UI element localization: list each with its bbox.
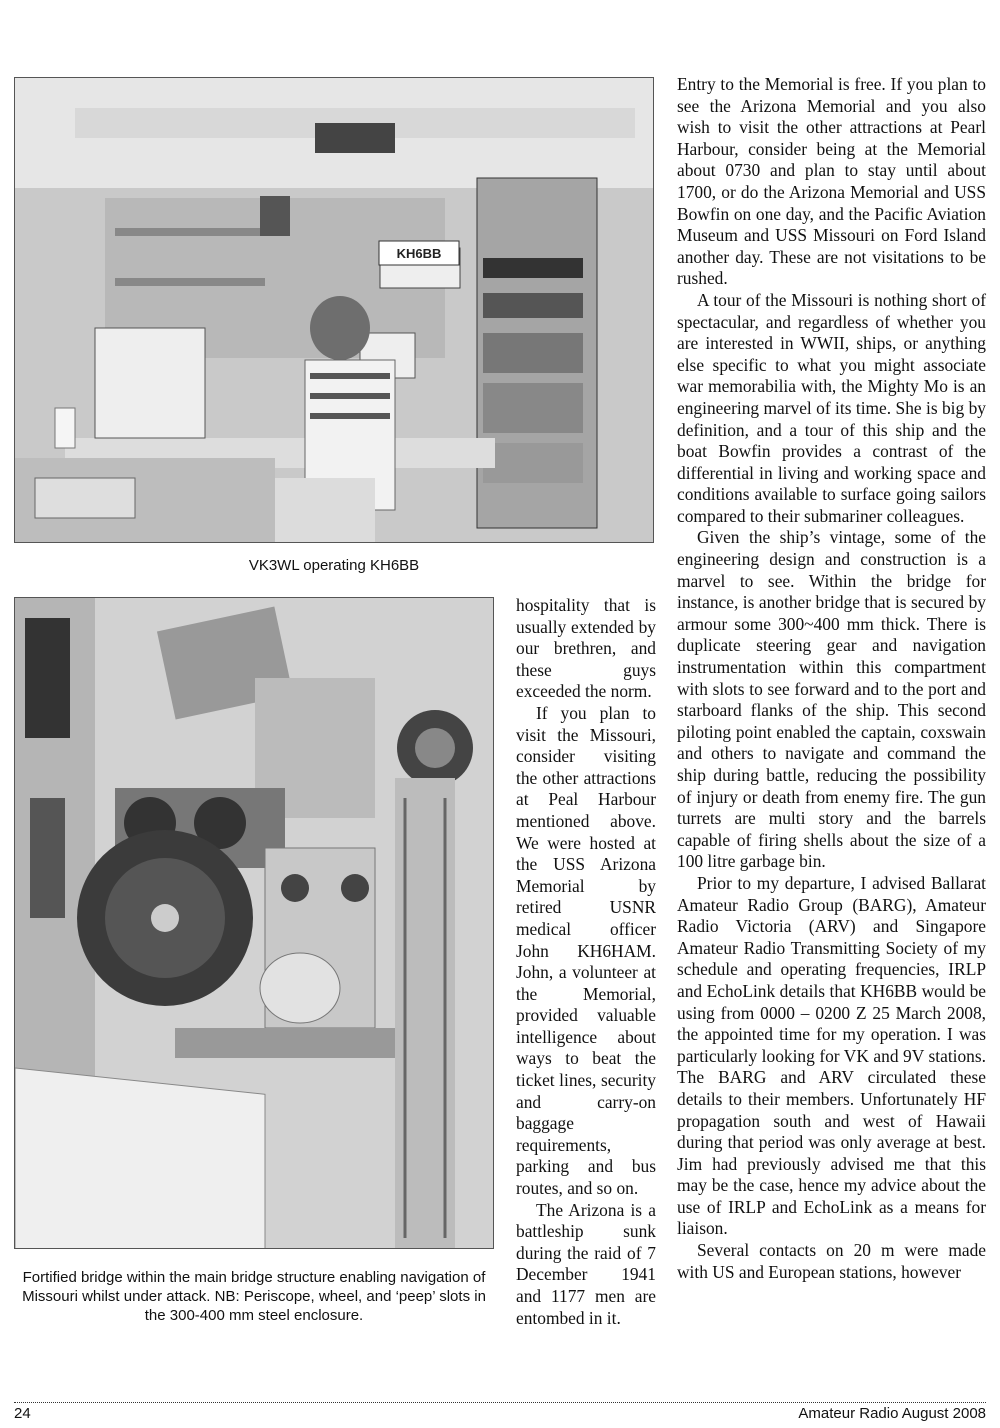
right-paragraph-1: Entry to the Memorial is free. If you plan to see the Arizona Memorial and you also wish to visit the other attractions at Pearl Harbour, consider being at the Memorial about 0730 and plan to stay until about 1700, or do the Arizona Memorial and USS Bowfin on one day, and the Pacific Aviation Museum and USS Missouri on Ford Island another day. These are not visitations to be rushed. (677, 74, 986, 289)
middle-paragraph-3: The Arizona is a battleship sunk during the raid of 7 December 1941 and 1177 men are entombed in it. (516, 1199, 656, 1328)
right-paragraph-2: A tour of the Missouri is nothing short of spectacular, and regardless of whether you are interested in WWII, ships, or anything else specific to what you might associate war memorabilia with, the Mighty Mo is an engineering marvel of its time. She is big by definition, and a tour of this ship and the boat Bowfin provides a contrast of the differential in living and working space and conditions available to surface going sailors compared to their submariner colleagues. (677, 289, 986, 526)
photo-radio-room (14, 77, 654, 543)
right-paragraph-4: Prior to my departure, I advised Ballarat Amateur Radio Group (BARG), Amateur Radio Victoria (ARV) and Singapore Amateur Radio Transmitting Society of my schedule and operating frequencies, IRLP and EchoLink details that KH6BB would be using from 0000 – 0200 Z 25 March 2008, the appointed time for my operation. I was particularly looking for VK and 9V stations. The BARG and ARV circulated these details to their members. Unfortunately HF propagation south and west of Hawaii during that period was only average at best. Jim had previously advised me that this may be the case, hence my advice about the use of IRLP and EchoLink as a means for liaison. (677, 872, 986, 1239)
kh6bb-sign-text: KH6BB (396, 246, 442, 261)
right-column (677, 74, 986, 1283)
photo-radio-room-caption: VK3WL operating KH6BB (248, 557, 420, 574)
page-number: 24 (14, 1405, 31, 1422)
publication-name: Amateur Radio August 2008 (798, 1405, 986, 1422)
middle-column (516, 595, 656, 1329)
photo-fortified-bridge (14, 597, 494, 1249)
footer-rule (14, 1402, 986, 1403)
middle-paragraph-1: hospitality that is usually extended by our brethren, and these guys exceeded the norm. (516, 595, 656, 702)
photo-radio-room-image (15, 78, 654, 543)
middle-paragraph-2: If you plan to visit the Missouri, consider visiting the other attractions at Peal Harbour mentioned above. We were hosted at the USS Arizona Memorial by retired USNR medical officer John KH6HAM. John, a volunteer at the Memorial, provided valuable intelligence about ways to beat the ticket lines, security and carry-on baggage requirements, parking and bus routes, and so on. (516, 702, 656, 1199)
right-paragraph-5: Several contacts on 20 m were made with US and European stations, however (677, 1240, 986, 1282)
photo-fortified-bridge-caption: Fortified bridge within the main bridge structure enabling navigation of Missouri whilst under attack. NB: Periscope, wheel, and ‘peep’ slots in the 300-400 mm steel enclosure. (22, 1269, 486, 1324)
right-paragraph-3: Given the ship’s vintage, some of the engineering design and construction is a marvel to see. Within the bridge for instance, is another bridge that is secured by armour some 300~400 mm thick. There is duplicate steering gear and navigation instrumentation within this compartment with slots to see forward and to the port and starboard flanks of the ship. This second piloting point enabled the captain, coxswain and others to navigate and command the ship during battle, reducing the possibility of injury or death from enemy fire. The gun turrets are multi story and the barrels capable of firing shells about the size of a 100 litre garbage bin. (677, 527, 986, 872)
photo-fortified-bridge-image (15, 598, 494, 1249)
